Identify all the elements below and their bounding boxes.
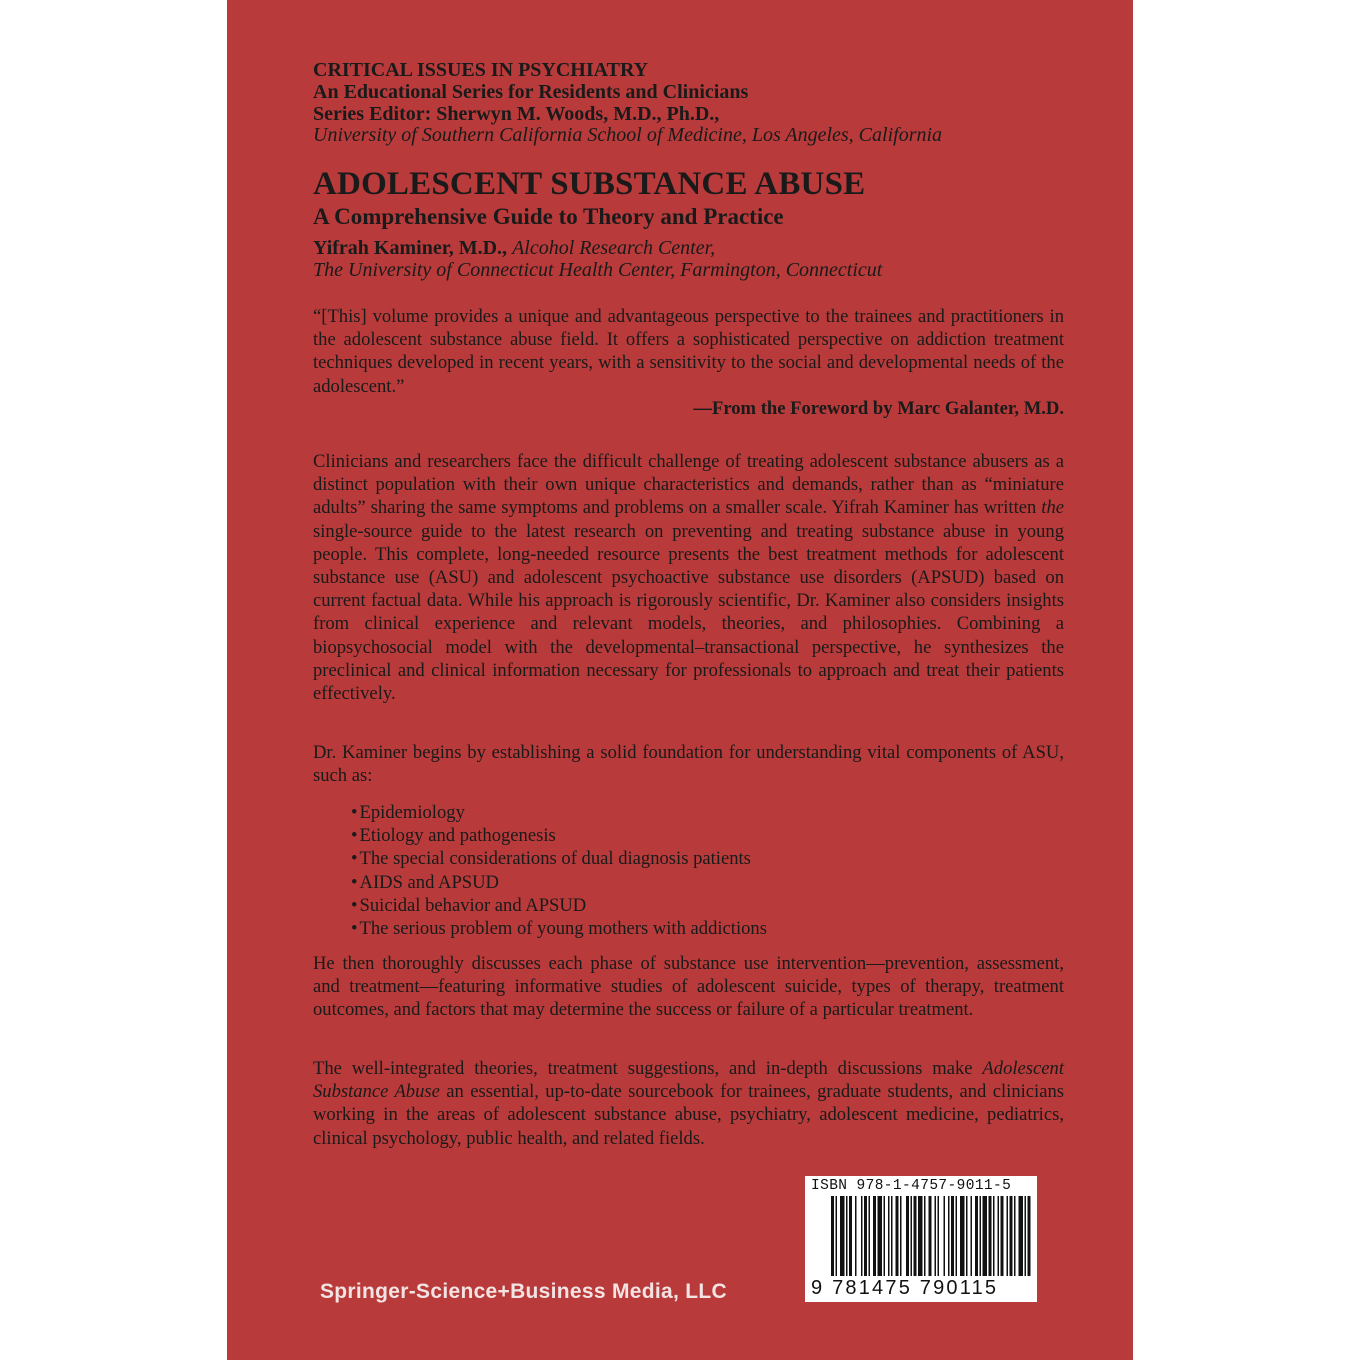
p1-part-b: single-source guide to the latest research on preventing and treating substance abuse in young people. This complete, long-needed resource presents the best treatment methods for adolescent substance use (ASU) and adolescent psychoactive substance use disorders (APSUD) based on current factual data. While his approach is rigorously scientific, Dr. Kaminer also considers insights from clinical experience and relevant models, theories, and philosophies. Combining a biopsychosocial model with the developmental–transactional perspective, he synthesizes the preclinical and clinical information necessary for professionals to approach and treat their patients effectively. xyxy=(313,520,1064,705)
list-item: • Etiology and pathogenesis xyxy=(351,824,767,847)
book-subtitle: A Comprehensive Guide to Theory and Practice xyxy=(313,204,784,229)
isbn-label: ISBN 978-1-4757-9011-5 xyxy=(811,1178,1012,1194)
series-subtitle: An Educational Series for Residents and Clinicians xyxy=(313,81,749,103)
author-line xyxy=(313,237,715,260)
p4-part-a: The well-integrated theories, treatment suggestions, and in-depth discussions make xyxy=(313,1058,983,1079)
quote-attribution: —From the Foreword by Marc Galanter, M.D. xyxy=(693,398,1064,419)
list-item: • Epidemiology xyxy=(351,801,767,824)
series-affiliation: University of Southern California School of Medicine, Los Angeles, California xyxy=(313,124,943,146)
series-editor: Series Editor: Sherwyn M. Woods, M.D., Ph.D., xyxy=(313,103,720,125)
foreword-quote: “[This] volume provides a unique and advantageous perspective to the trainees and practitioners in the adolescent substance abuse field. It offers a sophisticated perspective on addiction treatment techniques developed in recent years, with a sensitivity to the social and developmental needs of the adolescent.” xyxy=(313,306,1064,397)
series-title: CRITICAL ISSUES IN PSYCHIATRY xyxy=(313,59,649,81)
description-paragraph-4 xyxy=(313,1057,1064,1150)
author-affiliation-1: Alcohol Research Center, xyxy=(512,237,716,259)
list-item: • Suicidal behavior and APSUD xyxy=(351,894,767,917)
p1-emphasis: the xyxy=(1041,497,1064,519)
description-paragraph-1 xyxy=(313,450,1064,705)
author-affiliation-2: The University of Connecticut Health Center, Farmington, Connecticut xyxy=(313,259,883,281)
back-cover xyxy=(227,0,1133,1360)
description-paragraph-2: Dr. Kaminer begins by establishing a solid foundation for understanding vital components of ASU, such as: xyxy=(313,742,1064,787)
topic-list xyxy=(351,801,767,940)
p1-part-a: Clinicians and researchers face the difficult challenge of treating adolescent substance abusers as a distinct population with their own unique characteristics and demands, rather than as “miniature adults” sharing the same symptoms and problems on a smaller scale. Yifrah Kaminer has written xyxy=(313,451,1064,519)
p4-book-title: Adolescent Substance Abuse xyxy=(313,1058,1064,1103)
author-name: Yifrah Kaminer, M.D., xyxy=(313,237,508,259)
p4-part-b: an essential, up-to-date sourcebook for trainees, graduate students, and clinicians working in the areas of adolescent substance abuse, psychiatry, adolescent medicine, pediatrics, clinical psychology, public health, and related fields. xyxy=(313,1081,1064,1149)
description-paragraph-3: He then thoroughly discusses each phase of substance use intervention—prevention, assessment, and treatment—featuring informative studies of adolescent suicide, types of therapy, treatment outcomes, and factors that may determine the success or failure of a particular treatment. xyxy=(313,953,1064,1021)
isbn-barcode xyxy=(805,1176,1037,1302)
book-title: ADOLESCENT SUBSTANCE ABUSE xyxy=(313,166,866,202)
publisher-name: Springer-Science+Business Media, LLC xyxy=(320,1280,728,1303)
list-item: • The special considerations of dual diagnosis patients xyxy=(351,847,767,870)
barcode-bars-icon xyxy=(805,1196,1037,1278)
barcode-number: 9 781475 790115 xyxy=(811,1277,999,1299)
list-item: • AIDS and APSUD xyxy=(351,871,767,894)
list-item: • The serious problem of young mothers with addictions xyxy=(351,917,767,940)
